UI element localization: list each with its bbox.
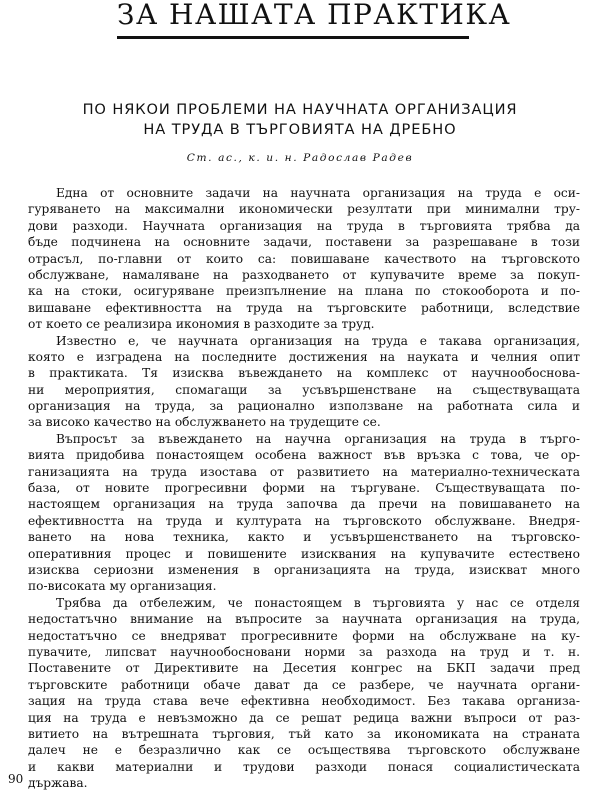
text-line: ни мероприятия, спомагащи за усъвършенстване на съществуващата — [28, 382, 580, 397]
text-line: вишаване ефективността на труда на търговските работници, вследствие — [28, 300, 580, 315]
text-line: Въпросът за въвеждането на научна организация на труда в търго- — [56, 431, 580, 446]
text-line: настоящем организация на труда започва да пречи на повишаването на — [28, 497, 580, 512]
text-line: търговските работници обаче дават да се разбере, че научната органи- — [28, 677, 580, 692]
text-line: витието на вътрешната търговия, тъй като за икономиката на страната — [28, 726, 580, 741]
text-line: и какви материални и трудови разходи понася социалистическата — [28, 759, 580, 774]
text-line: Поставените от Директивите на Десетия конгрес на БКП задачи пред — [28, 661, 580, 676]
text-line: организация на труда, за рационално използване на работната сила и — [28, 399, 580, 414]
paragraph — [28, 185, 580, 333]
text-line: ция на труда е невъзможно да се решат редица важни въпроси от раз- — [28, 710, 580, 725]
text-line: от което се реализира икономия в разходите за труд. — [28, 317, 375, 332]
article-title-line: ПО НЯКОИ ПРОБЛЕМИ НА НАУЧНАТА ОРГАНИЗАЦИЯ — [82, 101, 518, 118]
section-header — [117, 0, 512, 39]
text-line: гуряването на максимални икономически резултати при минимални тру- — [28, 202, 580, 217]
paragraph — [28, 431, 580, 595]
text-line: която е изградена на последните достижения на науката и челния опит — [28, 349, 580, 364]
text-line: ка на стоки, осигуряване преизпълнение на плана по стокооборота и по- — [28, 284, 580, 299]
text-line: вията придобива понастоящем особена важност във връзка с това, че ор- — [28, 448, 580, 463]
text-line: за високо качество на обслужването на трудещите се. — [28, 415, 381, 430]
text-line: изисква сериозни изменения в организацията на труда, изискват много — [28, 562, 580, 577]
section-header-text: ЗА НАШАТА ПРАКТИКА — [117, 0, 512, 31]
text-line: зация на труда става вече ефективна необходимост. Без такава организа- — [28, 694, 580, 709]
text-line: пувачите, липсват научнообосновани норми за разхода на труд и т. н. — [28, 644, 580, 659]
text-line: Една от основните задачи на научната организация на труда е оси- — [56, 186, 580, 200]
text-line: по-високата му организация. — [28, 579, 217, 594]
article-title — [0, 100, 600, 140]
author-byline: Ст. ас., к. и. н. Радослав Радев — [186, 152, 414, 164]
text-line: държава. — [28, 776, 88, 791]
text-line: Известно е, че научната организация на труда е такава организация, — [56, 333, 580, 348]
text-line: в практиката. Тя изисква въвеждането на комплекс от научнообоснова- — [28, 366, 580, 381]
page-number: 90 — [8, 772, 24, 786]
paragraph — [28, 595, 580, 792]
text-line: бъде подчинена на основните задачи, поставени за разрешаване в този — [28, 235, 580, 250]
text-line: база, от новите прогресивни форми на търгуване. Съществуващата по- — [28, 481, 580, 496]
text-line: дови разходи. Научната организация на труда в търговията трябва да — [28, 218, 580, 233]
text-line: отрасъл, по-главни от които са: повишаване качеството на търговското — [28, 251, 580, 266]
text-line: оперативния процес и повишените изисквания на купувачите естествено — [28, 546, 580, 561]
text-line: далеч не е безразлично как се осъществява търговското обслужване — [28, 743, 580, 758]
article-body — [28, 185, 580, 791]
text-line: недостатъчно се внедряват прогресивните форми на обслужване на ку- — [28, 628, 580, 643]
text-line: ефективността на труда и културата на търговското обслужване. Внедря- — [28, 513, 580, 528]
paragraph — [28, 333, 580, 431]
text-line: ването на нова техника, както и усъвършенстването на търговско- — [28, 530, 580, 545]
text-line: обслужване, намаляване на разходването от купувачите време за покуп- — [28, 267, 580, 282]
text-line: Трябва да отбележим, че понастоящем в търговията у нас се отделя — [56, 595, 580, 610]
article-title-line: НА ТРУДА В ТЪРГОВИЯТА НА ДРЕБНО — [143, 121, 457, 138]
text-line: ганизацията на труда изостава от развитието на материално-техническата — [28, 464, 580, 479]
text-line: недостатъчно внимание на въпросите за научната организация на труда, — [28, 612, 580, 627]
